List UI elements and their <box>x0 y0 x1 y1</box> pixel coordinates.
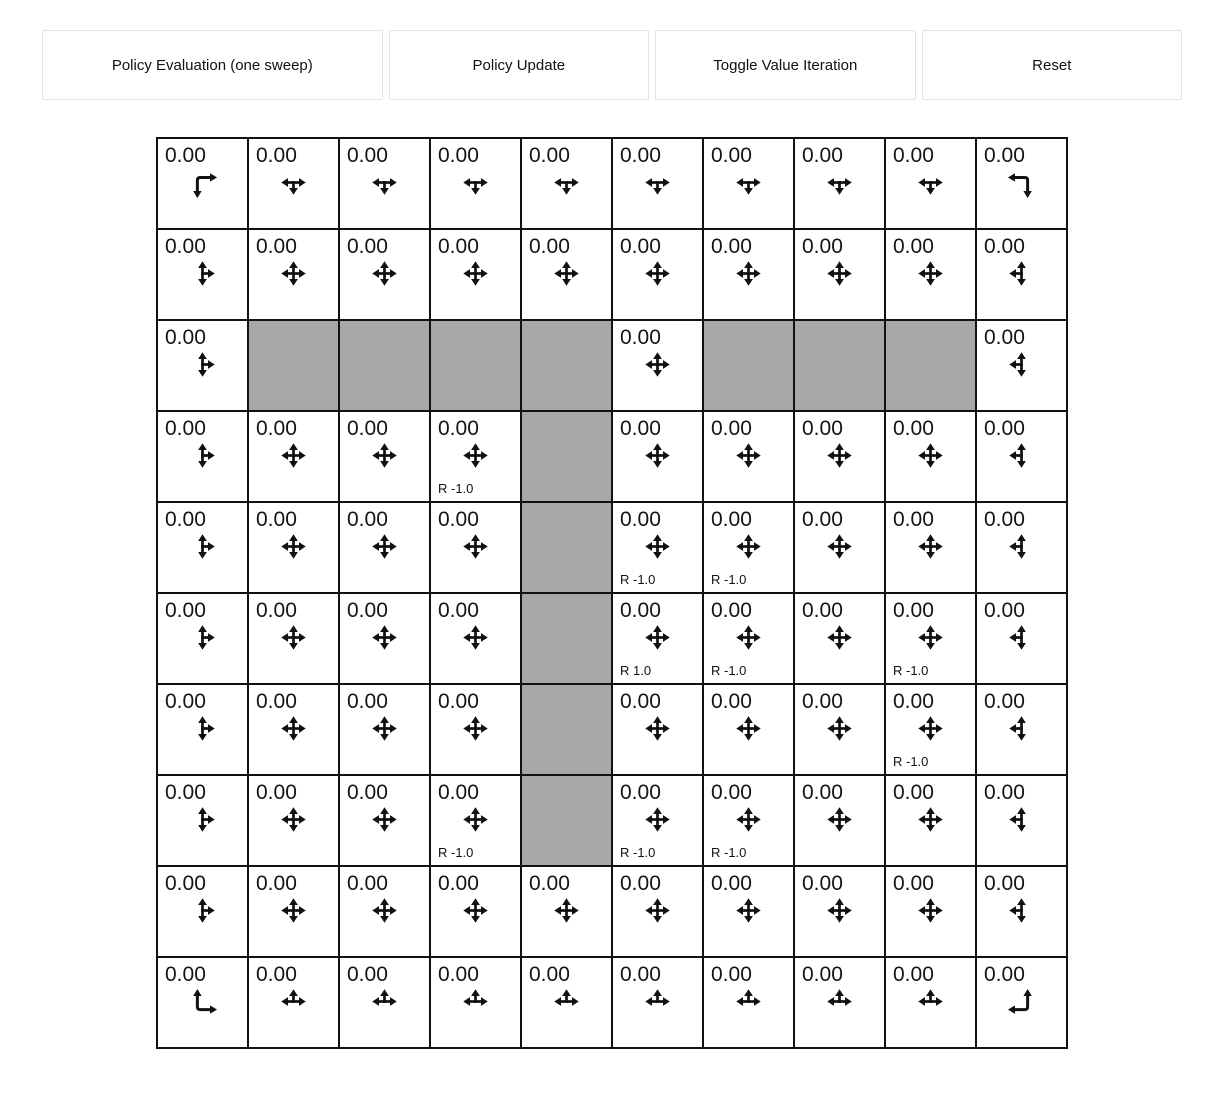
grid-cell <box>612 320 703 411</box>
state-value: 0.00 <box>347 872 388 895</box>
grid-cell <box>157 684 248 775</box>
grid-cell <box>430 138 521 229</box>
policy-arrow-a-icon <box>529 260 604 287</box>
policy-arrow-lru-icon <box>893 988 968 1015</box>
reward-label: R -1.0 <box>893 754 929 769</box>
policy-arrow-a-icon <box>256 897 331 924</box>
state-value: 0.00 <box>984 781 1025 804</box>
policy-arrow-lru-icon <box>529 988 604 1015</box>
grid-cell <box>430 775 521 866</box>
state-value: 0.00 <box>984 690 1025 713</box>
state-value: 0.00 <box>984 963 1025 986</box>
policy-arrow-udr-icon <box>165 442 240 469</box>
policy-arrow-a-icon <box>256 260 331 287</box>
grid-cell <box>612 593 703 684</box>
policy-arrow-udl-icon <box>984 442 1059 469</box>
state-value: 0.00 <box>893 235 934 258</box>
grid-cell <box>885 957 976 1048</box>
grid-cell <box>703 775 794 866</box>
grid-cell <box>339 229 430 320</box>
policy-arrow-a-icon <box>711 897 786 924</box>
toolbar <box>42 30 1182 100</box>
state-value: 0.00 <box>529 235 570 258</box>
policy-arrow-udl-icon <box>984 806 1059 833</box>
state-value: 0.00 <box>438 599 479 622</box>
state-value: 0.00 <box>165 326 206 349</box>
policy-arrow-lrd-icon <box>802 169 877 196</box>
state-value: 0.00 <box>984 417 1025 440</box>
reward-label: R -1.0 <box>711 845 747 860</box>
policy-arrow-a-icon <box>256 442 331 469</box>
reward-label: R -1.0 <box>893 663 929 678</box>
grid-cell <box>248 502 339 593</box>
grid-cell <box>521 957 612 1048</box>
grid-cell <box>339 957 430 1048</box>
policy-arrow-a-icon <box>347 260 422 287</box>
grid-cell <box>612 957 703 1048</box>
grid-cell <box>612 229 703 320</box>
grid-container <box>0 137 1224 1049</box>
grid-cell <box>339 775 430 866</box>
state-value: 0.00 <box>165 508 206 531</box>
state-value: 0.00 <box>256 781 297 804</box>
grid-cell <box>430 593 521 684</box>
policy-arrow-a-icon <box>893 624 968 651</box>
state-value: 0.00 <box>620 872 661 895</box>
policy-arrow-ul-icon <box>984 988 1059 1018</box>
grid-cell <box>885 502 976 593</box>
grid-cell <box>339 502 430 593</box>
reward-label: R -1.0 <box>711 663 747 678</box>
grid-cell <box>339 684 430 775</box>
grid-cell <box>157 320 248 411</box>
grid-cell <box>430 411 521 502</box>
grid-cell <box>703 138 794 229</box>
policy-arrow-a-icon <box>256 806 331 833</box>
grid-cell <box>521 866 612 957</box>
reward-label: R 1.0 <box>620 663 652 678</box>
policy-arrow-lrd-icon <box>256 169 331 196</box>
state-value: 0.00 <box>802 599 843 622</box>
state-value: 0.00 <box>893 872 934 895</box>
state-value: 0.00 <box>620 690 661 713</box>
policy-arrow-a-icon <box>893 260 968 287</box>
state-value: 0.00 <box>802 781 843 804</box>
grid-cell <box>794 502 885 593</box>
state-value: 0.00 <box>347 144 388 167</box>
state-value: 0.00 <box>984 599 1025 622</box>
state-value: 0.00 <box>165 144 206 167</box>
state-value: 0.00 <box>256 872 297 895</box>
state-value: 0.00 <box>893 144 934 167</box>
grid-cell <box>976 411 1067 502</box>
policy-arrow-a-icon <box>347 715 422 742</box>
grid-cell <box>794 138 885 229</box>
grid-cell <box>339 866 430 957</box>
grid-cell <box>157 593 248 684</box>
grid-cell <box>794 593 885 684</box>
policy-arrow-lrd-icon <box>711 169 786 196</box>
policy-arrow-lru-icon <box>438 988 513 1015</box>
state-value: 0.00 <box>802 690 843 713</box>
grid-cell <box>885 229 976 320</box>
policy-arrow-a-icon <box>711 624 786 651</box>
wall-cell <box>521 684 612 775</box>
policy-arrow-a-icon <box>802 897 877 924</box>
state-value: 0.00 <box>165 690 206 713</box>
state-value: 0.00 <box>711 144 752 167</box>
state-value: 0.00 <box>529 144 570 167</box>
state-value: 0.00 <box>984 508 1025 531</box>
policy-arrow-a-icon <box>438 624 513 651</box>
grid-cell <box>339 593 430 684</box>
state-value: 0.00 <box>529 872 570 895</box>
policy-arrow-a-icon <box>893 533 968 560</box>
wall-cell <box>339 320 430 411</box>
grid-cell <box>976 320 1067 411</box>
policy-arrow-udl-icon <box>984 715 1059 742</box>
state-value: 0.00 <box>711 417 752 440</box>
policy-arrow-udr-icon <box>165 624 240 651</box>
state-value: 0.00 <box>620 235 661 258</box>
grid-cell <box>612 138 703 229</box>
grid-cell <box>703 502 794 593</box>
policy-arrow-lru-icon <box>802 988 877 1015</box>
policy-update-button[interactable]: Policy Update <box>389 30 649 100</box>
grid-cell <box>885 593 976 684</box>
grid-cell <box>248 593 339 684</box>
grid-cell <box>157 138 248 229</box>
state-value: 0.00 <box>802 417 843 440</box>
policy-arrow-lrd-icon <box>438 169 513 196</box>
grid-cell <box>976 957 1067 1048</box>
policy-arrow-lru-icon <box>256 988 331 1015</box>
policy-arrow-a-icon <box>711 260 786 287</box>
policy-arrow-a-icon <box>620 442 695 469</box>
policy-arrow-a-icon <box>802 260 877 287</box>
policy-arrow-a-icon <box>711 806 786 833</box>
grid-cell <box>703 411 794 502</box>
state-value: 0.00 <box>165 872 206 895</box>
grid-cell <box>885 775 976 866</box>
policy-arrow-a-icon <box>711 715 786 742</box>
grid-cell <box>612 866 703 957</box>
state-value: 0.00 <box>165 599 206 622</box>
policy-arrow-a-icon <box>802 806 877 833</box>
grid-cell <box>521 229 612 320</box>
grid-cell <box>248 684 339 775</box>
grid-cell <box>157 775 248 866</box>
state-value: 0.00 <box>711 235 752 258</box>
wall-cell <box>794 320 885 411</box>
policy-arrow-lrd-icon <box>347 169 422 196</box>
policy-arrow-a-icon <box>256 715 331 742</box>
grid-cell <box>794 229 885 320</box>
wall-cell <box>521 320 612 411</box>
state-value: 0.00 <box>711 872 752 895</box>
policy-arrow-udr-icon <box>165 260 240 287</box>
grid-cell <box>976 502 1067 593</box>
policy-arrow-a-icon <box>347 442 422 469</box>
state-value: 0.00 <box>438 963 479 986</box>
reward-label: R -1.0 <box>620 845 656 860</box>
state-value: 0.00 <box>438 781 479 804</box>
grid-cell <box>612 775 703 866</box>
policy-arrow-a-icon <box>711 442 786 469</box>
state-value: 0.00 <box>893 690 934 713</box>
policy-arrow-a-icon <box>347 897 422 924</box>
state-value: 0.00 <box>256 599 297 622</box>
policy-arrow-a-icon <box>620 806 695 833</box>
state-value: 0.00 <box>802 508 843 531</box>
grid-cell <box>885 138 976 229</box>
policy-arrow-a-icon <box>438 533 513 560</box>
reset-button[interactable]: Reset <box>922 30 1182 100</box>
policy-arrow-udl-icon <box>984 351 1059 378</box>
state-value: 0.00 <box>165 963 206 986</box>
state-value: 0.00 <box>256 508 297 531</box>
policy-arrow-a-icon <box>620 624 695 651</box>
policy-arrow-a-icon <box>802 715 877 742</box>
grid-cell <box>248 411 339 502</box>
policy-arrow-dl-icon <box>984 169 1059 199</box>
state-value: 0.00 <box>711 508 752 531</box>
state-value: 0.00 <box>620 599 661 622</box>
policy-arrow-udl-icon <box>984 260 1059 287</box>
state-value: 0.00 <box>256 963 297 986</box>
state-value: 0.00 <box>256 235 297 258</box>
grid-cell <box>157 411 248 502</box>
grid-cell <box>430 229 521 320</box>
policy-arrow-a-icon <box>438 897 513 924</box>
grid-cell <box>703 684 794 775</box>
wall-cell <box>521 411 612 502</box>
grid-cell <box>976 229 1067 320</box>
wall-cell <box>430 320 521 411</box>
state-value: 0.00 <box>893 963 934 986</box>
gridworld <box>156 137 1068 1049</box>
state-value: 0.00 <box>347 235 388 258</box>
grid-cell <box>612 684 703 775</box>
state-value: 0.00 <box>984 872 1025 895</box>
grid-cell <box>521 138 612 229</box>
wall-cell <box>521 593 612 684</box>
state-value: 0.00 <box>893 417 934 440</box>
wall-cell <box>248 320 339 411</box>
policy-arrow-lru-icon <box>620 988 695 1015</box>
state-value: 0.00 <box>438 690 479 713</box>
state-value: 0.00 <box>529 963 570 986</box>
grid-cell <box>794 866 885 957</box>
state-value: 0.00 <box>438 508 479 531</box>
state-value: 0.00 <box>347 599 388 622</box>
state-value: 0.00 <box>893 508 934 531</box>
state-value: 0.00 <box>711 781 752 804</box>
state-value: 0.00 <box>165 417 206 440</box>
policy-arrow-a-icon <box>529 897 604 924</box>
grid-cell <box>703 866 794 957</box>
wall-cell <box>885 320 976 411</box>
policy-arrow-udl-icon <box>984 624 1059 651</box>
grid-cell <box>248 229 339 320</box>
grid-cell <box>339 411 430 502</box>
state-value: 0.00 <box>438 144 479 167</box>
state-value: 0.00 <box>620 963 661 986</box>
policy-arrow-ur-icon <box>165 988 240 1018</box>
state-value: 0.00 <box>438 417 479 440</box>
grid-cell <box>612 411 703 502</box>
reward-label: R -1.0 <box>711 572 747 587</box>
grid-cell <box>248 866 339 957</box>
state-value: 0.00 <box>802 235 843 258</box>
grid-cell <box>157 502 248 593</box>
wall-cell <box>703 320 794 411</box>
grid-cell <box>885 411 976 502</box>
grid-cell <box>976 775 1067 866</box>
grid-cell <box>794 411 885 502</box>
policy-arrow-a-icon <box>438 442 513 469</box>
policy-arrow-a-icon <box>893 442 968 469</box>
grid-cell <box>430 957 521 1048</box>
policy-arrow-udr-icon <box>165 715 240 742</box>
reward-label: R -1.0 <box>620 572 656 587</box>
policy-arrow-dr-icon <box>165 169 240 199</box>
policy-arrow-a-icon <box>438 715 513 742</box>
grid-cell <box>430 684 521 775</box>
state-value: 0.00 <box>620 781 661 804</box>
state-value: 0.00 <box>347 690 388 713</box>
state-value: 0.00 <box>347 508 388 531</box>
state-value: 0.00 <box>711 599 752 622</box>
state-value: 0.00 <box>347 963 388 986</box>
grid-cell <box>794 684 885 775</box>
policy-arrow-udr-icon <box>165 351 240 378</box>
grid-cell <box>339 138 430 229</box>
state-value: 0.00 <box>984 235 1025 258</box>
state-value: 0.00 <box>256 417 297 440</box>
state-value: 0.00 <box>438 235 479 258</box>
policy-arrow-udl-icon <box>984 897 1059 924</box>
state-value: 0.00 <box>165 235 206 258</box>
grid-cell <box>430 866 521 957</box>
grid-cell <box>885 684 976 775</box>
policy-arrow-a-icon <box>347 533 422 560</box>
grid-cell <box>703 957 794 1048</box>
grid-cell <box>885 866 976 957</box>
reward-label: R -1.0 <box>438 845 474 860</box>
state-value: 0.00 <box>984 326 1025 349</box>
wall-cell <box>521 502 612 593</box>
state-value: 0.00 <box>256 690 297 713</box>
grid-cell <box>248 775 339 866</box>
policy-arrow-a-icon <box>893 806 968 833</box>
policy-arrow-a-icon <box>256 533 331 560</box>
state-value: 0.00 <box>893 781 934 804</box>
grid-cell <box>703 593 794 684</box>
policy-arrow-a-icon <box>438 260 513 287</box>
grid-cell <box>612 502 703 593</box>
state-value: 0.00 <box>165 781 206 804</box>
state-value: 0.00 <box>347 781 388 804</box>
state-value: 0.00 <box>620 326 661 349</box>
policy-arrow-lrd-icon <box>529 169 604 196</box>
state-value: 0.00 <box>347 417 388 440</box>
policy-arrow-a-icon <box>802 533 877 560</box>
grid-cell <box>976 593 1067 684</box>
toggle-value-iteration-button[interactable]: Toggle Value Iteration <box>655 30 915 100</box>
state-value: 0.00 <box>893 599 934 622</box>
policy-arrow-a-icon <box>620 351 695 378</box>
policy-arrow-a-icon <box>620 260 695 287</box>
grid-cell <box>976 138 1067 229</box>
policy-arrow-a-icon <box>256 624 331 651</box>
wall-cell <box>521 775 612 866</box>
policy-arrow-a-icon <box>620 897 695 924</box>
state-value: 0.00 <box>802 872 843 895</box>
state-value: 0.00 <box>802 144 843 167</box>
policy-arrow-udl-icon <box>984 533 1059 560</box>
grid-cell <box>430 502 521 593</box>
grid-cell <box>157 866 248 957</box>
policy-arrow-udr-icon <box>165 533 240 560</box>
policy-arrow-a-icon <box>802 624 877 651</box>
state-value: 0.00 <box>438 872 479 895</box>
policy-evaluation-button[interactable]: Policy Evaluation (one sweep) <box>42 30 383 100</box>
grid-cell <box>157 229 248 320</box>
policy-arrow-lrd-icon <box>893 169 968 196</box>
policy-arrow-a-icon <box>438 806 513 833</box>
grid-cell <box>794 957 885 1048</box>
policy-arrow-udr-icon <box>165 897 240 924</box>
policy-arrow-a-icon <box>620 533 695 560</box>
grid-cell <box>976 866 1067 957</box>
policy-arrow-lru-icon <box>347 988 422 1015</box>
state-value: 0.00 <box>711 690 752 713</box>
state-value: 0.00 <box>620 144 661 167</box>
state-value: 0.00 <box>984 144 1025 167</box>
policy-arrow-lru-icon <box>711 988 786 1015</box>
policy-arrow-a-icon <box>620 715 695 742</box>
state-value: 0.00 <box>620 417 661 440</box>
grid-cell <box>248 957 339 1048</box>
grid-cell <box>157 957 248 1048</box>
policy-arrow-udr-icon <box>165 806 240 833</box>
policy-arrow-a-icon <box>347 806 422 833</box>
state-value: 0.00 <box>620 508 661 531</box>
policy-arrow-a-icon <box>347 624 422 651</box>
grid-cell <box>976 684 1067 775</box>
grid-cell <box>248 138 339 229</box>
policy-arrow-lrd-icon <box>620 169 695 196</box>
state-value: 0.00 <box>802 963 843 986</box>
grid-cell <box>794 775 885 866</box>
grid-cell <box>703 229 794 320</box>
policy-arrow-a-icon <box>711 533 786 560</box>
policy-arrow-a-icon <box>802 442 877 469</box>
state-value: 0.00 <box>711 963 752 986</box>
policy-arrow-a-icon <box>893 897 968 924</box>
policy-arrow-a-icon <box>893 715 968 742</box>
state-value: 0.00 <box>256 144 297 167</box>
reward-label: R -1.0 <box>438 481 474 496</box>
